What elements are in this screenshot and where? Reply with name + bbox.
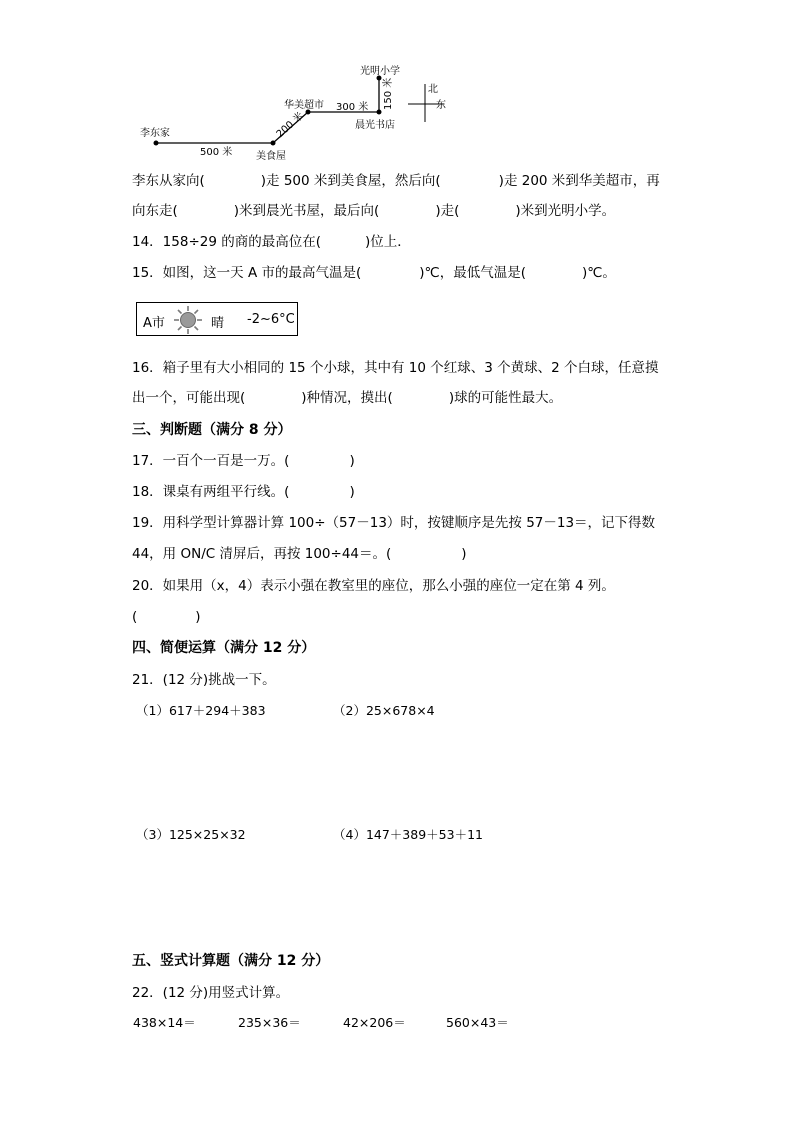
q21-part1: （1）617＋294＋383 (136, 703, 266, 718)
q21-stem: 21．(12 分)挑战一下。 (132, 672, 276, 688)
q16-line2: 出一个，可能出现( )种情况，摸出( )球的可能性最大。 (132, 390, 563, 406)
route-map (130, 60, 470, 170)
q22-stem: 22．(12 分)用竖式计算。 (132, 985, 290, 1001)
q16-line1: 16．箱子里有大小相同的 15 个小球，其中有 10 个红球、3 个黄球、2 个白球，任意摸 (132, 360, 659, 376)
q14: 14．158÷29 的商的最高位在( )位上． (132, 234, 411, 250)
label-market: 华美超市 (284, 100, 324, 111)
q22-part1: 438×14＝ (133, 1015, 196, 1030)
q18: 18．课桌有两组平行线。( ) (132, 484, 355, 500)
label-d4: 150 米 (383, 77, 394, 110)
section4-title: 四、简便运算（满分 12 分） (132, 640, 316, 656)
q15: 15．如图，这一天 A 市的最高气温是( )℃，最低气温是( )℃。 (132, 265, 616, 281)
label-bookstore: 晨光书店 (355, 120, 395, 131)
q21-part3: （3）125×25×32 (136, 827, 246, 842)
q21-part2: （2）25×678×4 (333, 703, 435, 718)
q20-line1: 20．如果用（x，4）表示小强在教室里的座位，那么小强的座位一定在第 4 列。 (132, 578, 615, 594)
sun-icon (173, 305, 203, 335)
label-home: 李东家 (140, 128, 170, 139)
bookstore-point (377, 110, 382, 115)
weather-city: A市 (143, 316, 165, 331)
section5-title: 五、竖式计算题（满分 12 分） (132, 953, 330, 969)
q13-line2: 向东走( )米到晨光书屋，最后向( )走( )米到光明小学。 (132, 203, 616, 219)
label-d3: 300 米 (336, 102, 369, 113)
q19-line2: 44，用 ON/C 清屏后，再按 100÷44＝。( ) (132, 546, 467, 562)
compass-north: 北 (428, 84, 438, 95)
q22-part4: 560×43＝ (446, 1015, 509, 1030)
weather-range: -2~6°C (247, 312, 295, 327)
section3-title: 三、判断题（满分 8 分） (132, 422, 292, 438)
label-food: 美食屋 (256, 151, 286, 162)
weather-box (136, 302, 298, 336)
q17: 17．一百个一百是一万。( ) (132, 453, 355, 469)
label-d2: 200 米 (274, 110, 306, 141)
q19-line1: 19．用科学型计算器计算 100÷（57－13）时，按键顺序是先按 57－13＝，记下得数 (132, 515, 656, 531)
q22-part2: 235×36＝ (238, 1015, 301, 1030)
q20-line2: ( ) (132, 609, 201, 625)
q13-line1: 李东从家向( )走 500 米到美食屋，然后向( )走 200 米到华美超市，再 (132, 173, 660, 189)
q22-part3: 42×206＝ (343, 1015, 406, 1030)
label-school: 光明小学 (360, 66, 400, 77)
weather-condition: 晴 (211, 316, 225, 331)
home-point (154, 141, 159, 146)
label-d1: 500 米 (200, 147, 233, 158)
compass-east: 东 (436, 100, 446, 111)
food-point (271, 141, 276, 146)
q21-part4: （4）147＋389＋53＋11 (333, 827, 483, 842)
